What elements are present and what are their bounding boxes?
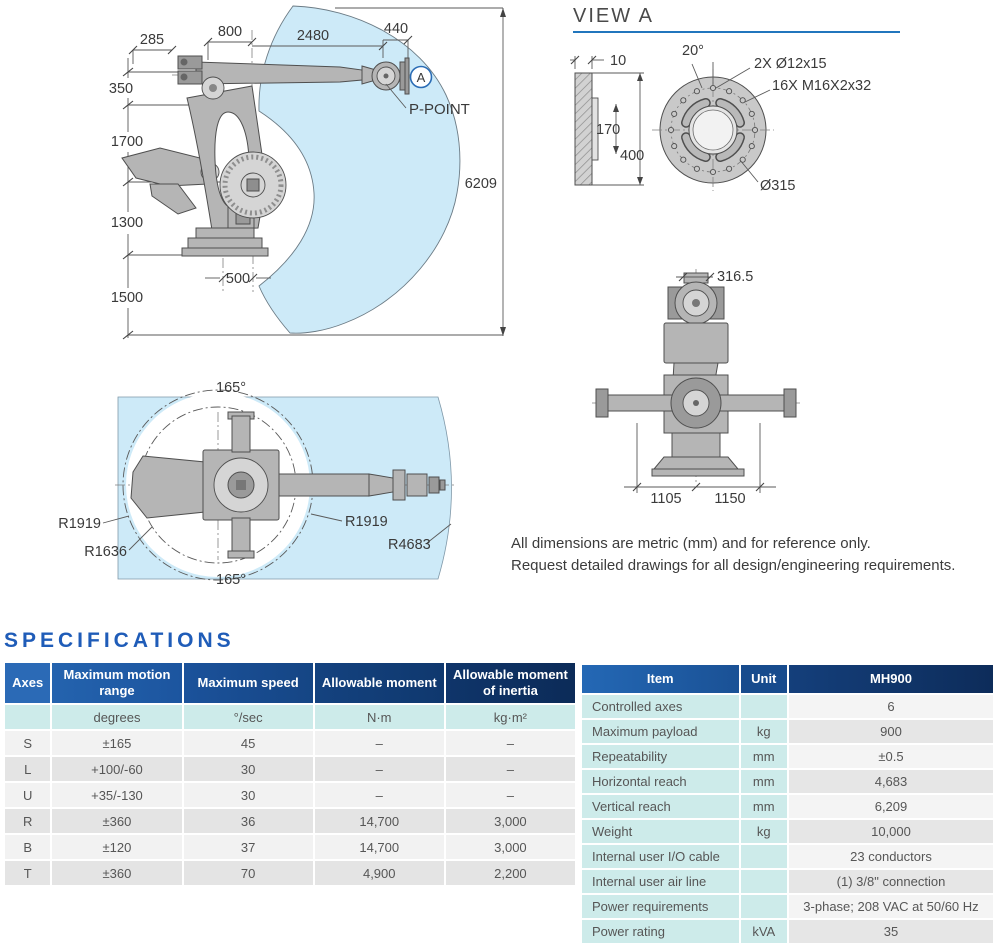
dim-800: 800	[217, 24, 243, 40]
note-line-2: Request detailed drawings for all design/engineering requirements.	[511, 556, 956, 574]
dim-170: 170	[596, 122, 621, 138]
spec-item: Horizontal reach	[582, 770, 739, 793]
spec-unit: mm	[741, 795, 787, 818]
dim-285: 285	[139, 32, 165, 48]
axes-table-units-row	[5, 705, 575, 729]
angle-165-bottom: 165°	[216, 572, 246, 588]
spec-item: Maximum payload	[582, 720, 739, 743]
inertia-value: 3,000	[446, 809, 575, 833]
reference-note	[511, 533, 955, 577]
col-header-item: Item	[582, 665, 739, 693]
dim-500: 500	[225, 271, 251, 287]
spec-row-horizontal-reach	[582, 770, 993, 793]
moment-value: 14,700	[315, 809, 444, 833]
max-speed-value: 36	[184, 809, 313, 833]
spec-value: 23 conductors	[789, 845, 993, 868]
spec-item: Weight	[582, 820, 739, 843]
spec-unit: kg	[741, 820, 787, 843]
dim-315: Ø315	[760, 178, 796, 194]
top-view-drawing	[55, 372, 485, 597]
col-header-allowable-moment: Allowable moment	[315, 663, 444, 703]
radius-r1636: R1636	[84, 544, 127, 560]
axes-table-header-row	[5, 663, 575, 703]
col-header-max-speed: Maximum speed	[184, 663, 313, 703]
spec-item: Repeatability	[582, 745, 739, 768]
model-table-header-row	[582, 665, 993, 693]
dim-1300: 1300	[110, 215, 144, 231]
unit-cell	[5, 705, 50, 729]
spec-row-io-cable	[582, 845, 993, 868]
inertia-value: –	[446, 757, 575, 781]
spec-item: Power rating	[582, 920, 739, 943]
spec-row-vertical-reach	[582, 795, 993, 818]
spec-row-power-rating	[582, 920, 993, 943]
spec-row-weight	[582, 820, 993, 843]
p-point-label: P-POINT	[409, 101, 470, 118]
spec-row-air-line	[582, 870, 993, 893]
note-line-1: All dimensions are metric (mm) and for reference only.	[511, 535, 871, 552]
spec-value: 6,209	[789, 795, 993, 818]
inertia-value: 3,000	[446, 835, 575, 859]
spec-unit: mm	[741, 745, 787, 768]
spec-value: 35	[789, 920, 993, 943]
spec-unit: kg	[741, 720, 787, 743]
dim-10: 10	[610, 53, 627, 69]
axes-row-s	[5, 731, 575, 755]
view-a-balloon-letter: A	[416, 70, 426, 85]
spec-value: 6	[789, 695, 993, 718]
motion-range-value: +35/-130	[52, 783, 181, 807]
side-view-drawing	[0, 0, 560, 345]
dim-1105: 1105	[650, 491, 682, 507]
col-header-axes: Axes	[5, 663, 50, 703]
inertia-value: –	[446, 783, 575, 807]
max-speed-value: 30	[184, 783, 313, 807]
unit-cell: degrees	[52, 705, 181, 729]
spec-item: Vertical reach	[582, 795, 739, 818]
axes-row-u	[5, 783, 575, 807]
max-speed-value: 45	[184, 731, 313, 755]
col-header-motion-range: Maximum motion range	[52, 663, 181, 703]
spec-unit	[741, 695, 787, 718]
motion-range-value: ±360	[52, 861, 181, 885]
axis-letter: L	[5, 757, 50, 781]
axis-letter: S	[5, 731, 50, 755]
dim-350: 350	[108, 81, 134, 97]
unit-cell: N·m	[315, 705, 444, 729]
flange-side-section	[570, 56, 644, 185]
spec-unit: kVA	[741, 920, 787, 943]
dim-400: 400	[620, 148, 645, 164]
spec-value: 3-phase; 208 VAC at 50/60 Hz	[789, 895, 993, 918]
view-a-title: VIEW A	[573, 5, 654, 27]
dim-440: 440	[383, 21, 409, 37]
spec-item: Power requirements	[582, 895, 739, 918]
axes-row-t	[5, 861, 575, 885]
dim-1500: 1500	[110, 290, 144, 306]
view-a-rule	[573, 31, 900, 33]
spec-value: 10,000	[789, 820, 993, 843]
view-a-drawing	[570, 42, 890, 212]
axis-letter: U	[5, 783, 50, 807]
robot-front-silhouette	[596, 273, 796, 476]
axis-letter: R	[5, 809, 50, 833]
motion-range-value: +100/-60	[52, 757, 181, 781]
flange-face	[652, 62, 774, 191]
inertia-value: –	[446, 731, 575, 755]
axes-spec-table	[3, 661, 577, 887]
label-2x-holes: 2X Ø12x15	[754, 56, 827, 72]
motion-range-value: ±360	[52, 809, 181, 833]
spec-value: ±0.5	[789, 745, 993, 768]
spec-row-max-payload	[582, 720, 993, 743]
dim-1700: 1700	[110, 134, 144, 150]
axis-letter: B	[5, 835, 50, 859]
col-header-model: MH900	[789, 665, 993, 693]
max-speed-value: 30	[184, 757, 313, 781]
motion-range-value: ±120	[52, 835, 181, 859]
motion-range-value: ±165	[52, 731, 181, 755]
moment-value: 14,700	[315, 835, 444, 859]
spec-item: Internal user I/O cable	[582, 845, 739, 868]
spec-value: (1) 3/8" connection	[789, 870, 993, 893]
spec-row-controlled-axes	[582, 695, 993, 718]
spec-unit	[741, 845, 787, 868]
spec-unit	[741, 895, 787, 918]
dim-6209: 6209	[464, 176, 497, 192]
dim-1150: 1150	[714, 491, 746, 507]
axis-letter: T	[5, 861, 50, 885]
spec-row-power-requirements	[582, 895, 993, 918]
model-spec-table	[580, 663, 995, 945]
axes-row-l	[5, 757, 575, 781]
col-header-unit: Unit	[741, 665, 787, 693]
moment-value: 4,900	[315, 861, 444, 885]
dim-2480: 2480	[296, 28, 330, 44]
spec-item: Controlled axes	[582, 695, 739, 718]
dim-20deg: 20°	[682, 43, 704, 59]
spec-unit: mm	[741, 770, 787, 793]
radius-r1919-right: R1919	[345, 514, 388, 530]
label-16x-holes: 16X M16X2x32	[772, 78, 872, 94]
radius-r1919-left: R1919	[58, 516, 101, 532]
specifications-heading: SPECIFICATIONS	[4, 629, 235, 652]
moment-value: –	[315, 783, 444, 807]
spec-row-repeatability	[582, 745, 993, 768]
view-a-balloon	[411, 67, 432, 88]
work-envelope-side	[259, 6, 460, 333]
spec-item: Internal user air line	[582, 870, 739, 893]
spec-value: 900	[789, 720, 993, 743]
spec-value: 4,683	[789, 770, 993, 793]
inertia-value: 2,200	[446, 861, 575, 885]
axes-row-b	[5, 835, 575, 859]
max-speed-value: 70	[184, 861, 313, 885]
angle-165-top: 165°	[216, 380, 246, 396]
axes-row-r	[5, 809, 575, 833]
radius-r4683: R4683	[388, 537, 431, 553]
unit-cell: kg·m²	[446, 705, 575, 729]
dim-316-5: 316.5	[717, 269, 754, 285]
max-speed-value: 37	[184, 835, 313, 859]
moment-value: –	[315, 757, 444, 781]
front-view-drawing	[580, 235, 840, 535]
unit-cell: °/sec	[184, 705, 313, 729]
col-header-moment-inertia: Allowable moment of inertia	[446, 663, 575, 703]
spec-unit	[741, 870, 787, 893]
moment-value: –	[315, 731, 444, 755]
